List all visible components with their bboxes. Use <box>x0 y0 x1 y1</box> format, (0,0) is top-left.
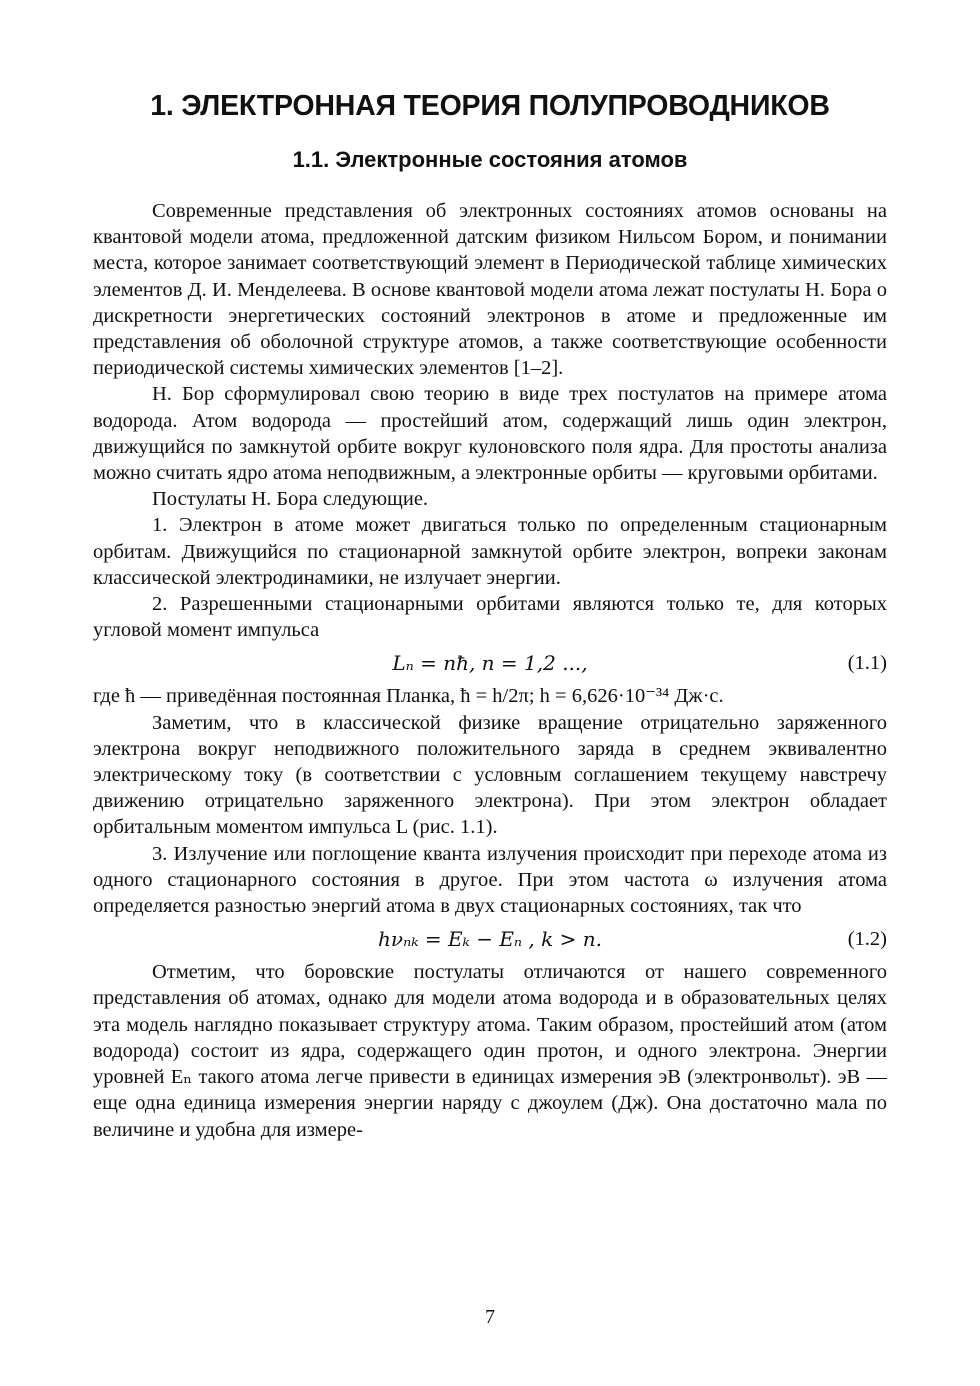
paragraph-planck-constant: где ħ — приведённая постоянная Планка, ħ = h/2π; h = 6,626·10⁻³⁴ Дж·с. <box>93 685 724 708</box>
paragraph-intro: Современные представления об электронных состояниях атомов основаны на квантовой модели атома, предложенной датским физиком Нильсом Бором, и понимании места, которое занимает соответствующий элемент в Периодической таблице химических элементов Д. И. Менделеева. В основе квантовой модели атома лежат постулаты Н. Бора о дискретности энергетических состояний электронов в атоме и предложенные им представления об оболочной структуре атомов, а также соответствующие особенности периодической системы химических элементов [1–2]. <box>93 200 887 380</box>
page-number: 7 <box>485 1306 495 1328</box>
paragraph-postulate-3: 3. Излучение или поглощение кванта излучения происходит при переходе атома из одного стационарного состояния в другое. При этом частота ω излучения атома определяется разностью энергий атома в двух стационарных состояниях, так что <box>93 842 887 918</box>
body-text <box>93 198 887 1143</box>
formula-1-2-number: (1.2) <box>847 928 887 951</box>
paragraph-classical-physics: Заметим, что в классической физике вращение отрицательно заряженного электрона вокруг неподвижного положительного заряда в среднем эквивалентно электрическому току (в соответствии с условным соглашением текущему навстречу движению отрицательно заряженного электрона). При этом электрон обладает орбитальным моментом импульса L (рис. 1.1). <box>93 711 887 839</box>
formula-1-1 <box>93 647 887 681</box>
formula-1-2-expression: hνₙₖ = Eₖ − Eₙ , k > n. <box>378 927 602 952</box>
paragraph-bohr-model-note: Отметим, что боровские постулаты отличаются от нашего современного представления об атомах, однако для модели атома водорода и в образовательных целях эта модель наглядно показывает структуру атома. Таким образом, простейший атом (атом водорода) состоит из ядра, содержащего один протон, и одного электрона. Энергии уровней Eₙ такого атома легче привести в единицах измерения эВ (электронвольт). эВ — еще одна единица измерения энергии наряду с джоулем (Дж). Она достаточно мала по величине и удобна для измере- <box>93 961 887 1141</box>
paragraph-postulate-1: 1. Электрон в атоме может двигаться только по определенным стационарным орбитам. Движущийся по стационарной замкнутой орбите электрон, вопреки законам классической электродинамики, не излучает энергии. <box>93 514 887 589</box>
formula-1-1-number: (1.1) <box>847 652 887 675</box>
formula-1-1-expression: Lₙ = nħ, n = 1,2 ..., <box>392 651 588 676</box>
paragraph-postulate-2: 2. Разрешенными стационарными орбитами являются только те, для которых угловой момент импульса <box>93 593 887 642</box>
formula-1-2 <box>93 923 887 957</box>
chapter-title: 1. ЭЛЕКТРОННАЯ ТЕОРИЯ ПОЛУПРОВОДНИКОВ <box>150 90 830 122</box>
paragraph-bohr-theory: Н. Бор сформулировал свою теорию в виде трех постулатов на примере атома водорода. Атом водорода — простейший атом, содержащий лишь один электрон, движущийся по замкнутой орбите вокруг кулоновского поля ядра. Для простоты анализа можно считать ядро атома неподвижным, а электронные орбиты — круговыми орбитами. <box>93 383 887 485</box>
section-title: 1.1. Электронные состояния атомов <box>292 147 688 172</box>
paragraph-postulates-intro: Постулаты Н. Бора следующие. <box>152 488 429 511</box>
